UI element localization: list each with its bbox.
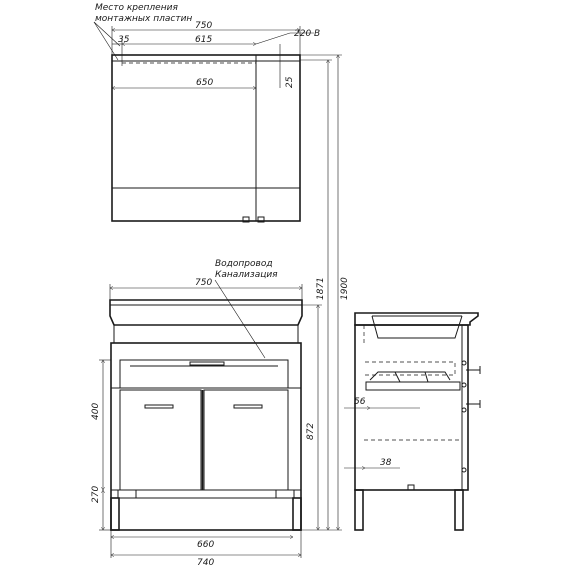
vanity-front-view <box>110 300 302 530</box>
dim-mirror-inner: 650 <box>196 78 214 88</box>
drawer-handle <box>190 362 224 365</box>
side-leg-right <box>455 490 463 530</box>
top-drawer <box>120 360 288 388</box>
dim-total-height: 1900 <box>340 277 350 300</box>
dim-vanity-width: 750 <box>195 278 213 288</box>
dim-door-height: 400 <box>91 402 101 420</box>
label-mount-plates-2: монтажных пластин <box>95 14 193 24</box>
mirror-dimensions <box>94 3 320 88</box>
right-door-handle <box>234 405 262 408</box>
side-drawer <box>365 362 455 375</box>
basin-front <box>114 325 298 343</box>
dim-vanity-height: 872 <box>306 422 316 440</box>
cabinet-body <box>111 343 301 530</box>
basin-top <box>110 300 302 325</box>
dim-mirror-offset: 35 <box>118 35 130 45</box>
dim-base-inner: 660 <box>197 540 215 550</box>
dim-mirror-depth: 25 <box>285 76 295 88</box>
side-basin-bowl <box>372 316 462 338</box>
label-power: 220 В <box>294 29 321 39</box>
dim-base-width: 740 <box>197 558 215 568</box>
left-leg <box>111 498 119 530</box>
right-leg <box>293 498 301 530</box>
label-water-1: Водопровод <box>215 259 273 269</box>
dim-leg-height: 270 <box>91 485 101 503</box>
label-water-2: Канализация <box>215 270 278 280</box>
dim-mirror-plates: 615 <box>195 35 213 45</box>
side-siphon <box>370 372 450 380</box>
dim-top-height: 1871 <box>316 277 326 300</box>
vanity-dimensions <box>91 55 350 568</box>
vanity-side-view <box>355 313 480 530</box>
dim-pipe-lower: 38 <box>380 458 392 468</box>
side-leg-left <box>355 490 363 530</box>
side-body <box>355 325 468 490</box>
dim-pipe-upper: 56 <box>354 397 366 407</box>
dim-mirror-width: 750 <box>195 21 213 31</box>
label-mount-plates-1: Место крепления <box>95 3 178 13</box>
left-door-handle <box>145 405 173 408</box>
